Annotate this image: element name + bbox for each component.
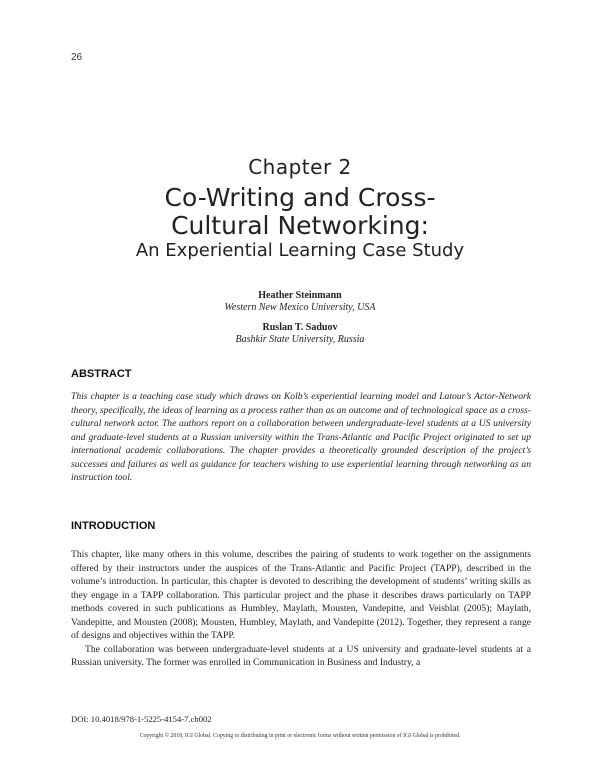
author-affiliation: Western New Mexico University, USA	[224, 302, 376, 313]
abstract-body: This chapter is a teaching case study which draws on Kolb’s experiential learning model and Latour’s Actor-Network theory, specifically, the ideas of learning as a process rather than as an outcome and of technological space as a cross-cultural network actor. The authors report on a collaboration between undergraduate-level students at a US university and graduate-level students at a Russian university within the Trans-Atlantic and Pacific Project originated to set up international academic collaborations. The chapter provides a theoretically grounded description of the project’s successes and failures as well as guidance for teachers wishing to use experiential learning through networking as an instruction tool.	[71, 391, 531, 483]
abstract-heading: ABSTRACT	[71, 368, 132, 380]
chapter-subtitle: An Experiential Learning Case Study	[135, 240, 465, 261]
chapter-title-line-2: Cultural Networking:	[171, 211, 429, 240]
author-name: Ruslan T. Saduov	[262, 322, 338, 333]
chapter-label: Chapter 2	[248, 155, 352, 179]
introduction-body	[71, 548, 531, 670]
introduction-paragraph: This chapter, like many others in this volume, describes the pairing of students to work together on the assignments offered by their instructors under the auspices of the Trans-Atlantic and Pacific Project (TAPP), described in the volume’s introduction. In particular, this chapter is devoted to describing the development of students’ writing skills as they engage in a TAPP collaboration. This particular project and the phase it describes draws particularly on TAPP methods covered in such publications as Humbley, Maylath, Mousten, Vandepitte, and Veisblat (2005); Maylath, Vandepitte, and Mousten (2008); Mousten, Humbley, Maylath, and Vandepitte (2012). Together, they represent a range of designs and objectives within the TAPP.	[71, 549, 531, 641]
copyright-notice: Copyright © 2018, IGI Global. Copying or distributing in print or electronic forms without written permission of IGI Global is prohibited.	[139, 733, 461, 739]
chapter-title-line-1: Co-Writing and Cross-	[164, 183, 436, 212]
doi-line: DOI: 10.4018/978-1-5225-4154-7.ch002	[71, 714, 212, 724]
page-number: 26	[71, 52, 83, 63]
author-name: Heather Steinmann	[258, 290, 342, 301]
author-affiliation: Bashkir State University, Russia	[235, 334, 365, 345]
introduction-heading: INTRODUCTION	[71, 520, 156, 532]
introduction-paragraph: The collaboration was between undergraduate-level students at a US university and graduate-level students at a Russian university. The former was enrolled in Communication in Business and Industry, a	[71, 643, 531, 668]
